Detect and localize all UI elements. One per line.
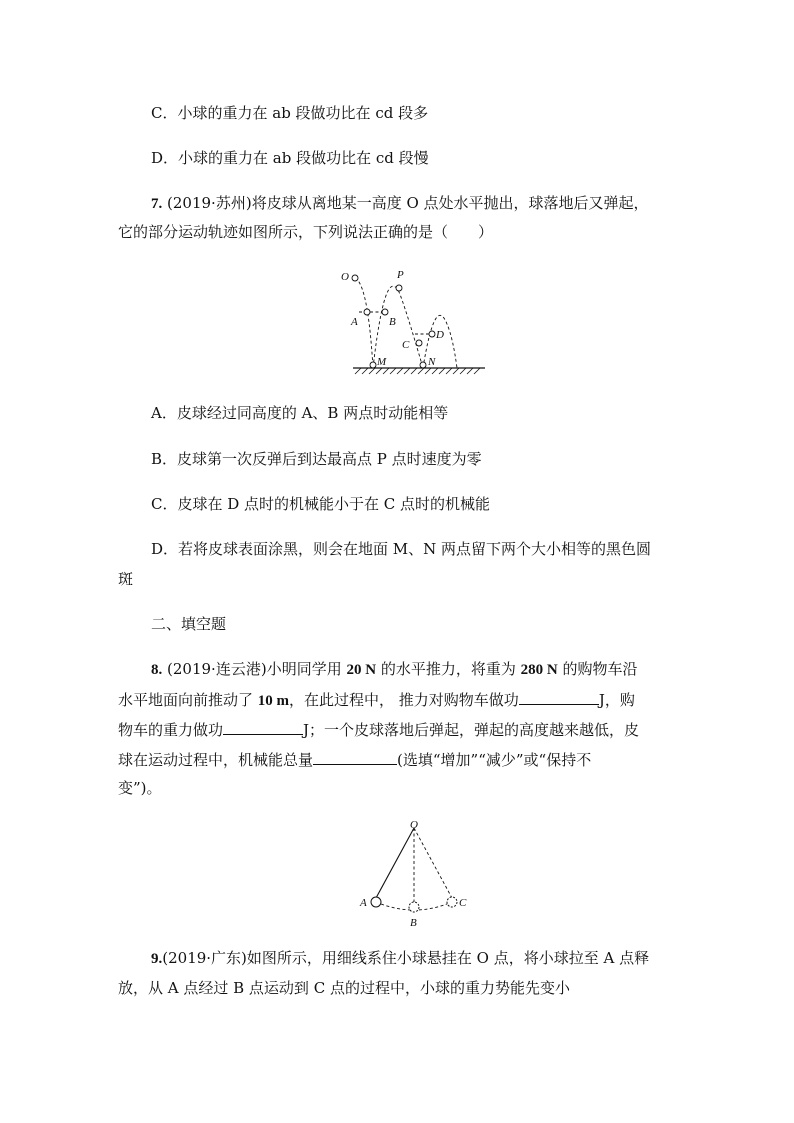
q8-text: ，在此过程中， 推力对购物车做功 xyxy=(289,691,519,709)
answer-blank-1[interactable] xyxy=(519,688,599,705)
q9-number: 9. xyxy=(151,951,163,967)
q6-option-c: C．小球的重力在 ab 段做功比在 cd 段多 xyxy=(151,104,429,122)
q9-line1 xyxy=(151,948,649,969)
q6-option-d: D．小球的重力在 ab 段做功比在 cd 段慢 xyxy=(151,149,429,167)
section-title: 二、填空题 xyxy=(151,615,227,633)
q7-stem-text: 将皮球从离地某一高度 O 点处水平抛出，球落地后又弹起， xyxy=(251,194,649,212)
q9-pendulum-figure xyxy=(355,818,475,930)
q8-text: J；一个皮球落地后弹起，弹起的高度越来越低，皮 xyxy=(303,721,640,739)
q8-value: 20 N xyxy=(346,662,377,678)
q7-option-d-line1: D．若将皮球表面涂黑，则会在地面 M、N 两点留下两个大小相等的黑色圆 xyxy=(151,540,652,558)
q8-text: 水平地面向前推动了 xyxy=(118,691,258,709)
q7-source: (2019·苏州) xyxy=(167,194,252,212)
q8-line3 xyxy=(118,718,639,740)
figure9-label-c: C xyxy=(459,897,467,909)
figure7-label-o: O xyxy=(341,271,349,283)
q8-number: 8. xyxy=(151,662,163,678)
figure7-label-n: N xyxy=(428,356,436,368)
q7-number: 7. xyxy=(151,196,163,212)
q8-value: 280 N xyxy=(520,662,558,678)
figure7-label-a: A xyxy=(351,316,358,328)
figure7-label-m: M xyxy=(377,356,387,368)
q8-line1 xyxy=(151,659,637,680)
q7-option-b: B．皮球第一次反弹后到达最高点 P 点时速度为零 xyxy=(151,450,482,468)
q7-stem-line2: 它的部分运动轨迹如图所示，下列说法正确的是（ ） xyxy=(118,223,494,241)
answer-blank-2[interactable] xyxy=(223,718,303,735)
figure9-label-o: O xyxy=(410,819,418,831)
q8-text: 球在运动过程中，机械能总量 xyxy=(118,751,314,769)
q8-text: 的购物车沿 xyxy=(557,660,638,678)
q8-text: (选填“增加”“减少”或“保持不 xyxy=(397,751,592,769)
figure7-label-c: C xyxy=(402,339,410,351)
q7-option-d-line2: 斑 xyxy=(118,570,134,588)
q7-stem-line1 xyxy=(151,193,649,214)
figure9-label-b: B xyxy=(410,917,417,929)
q8-value: 10 m xyxy=(257,693,290,709)
q8-source: (2019·连云港) xyxy=(167,660,267,678)
q8-text: 的水平推力，将重为 xyxy=(376,660,521,678)
q8-text: J，购 xyxy=(598,691,635,709)
q7-bounce-figure xyxy=(335,264,495,378)
answer-blank-3[interactable] xyxy=(313,748,397,765)
q9-line2: 放，从 A 点经过 B 点运动到 C 点的过程中，小球的重力势能先变小 xyxy=(118,979,570,997)
figure7-label-b: B xyxy=(389,316,396,328)
q8-text: 小明同学用 xyxy=(266,660,347,678)
q9-source: (2019·广东) xyxy=(162,949,247,967)
q8-line5: 变”)。 xyxy=(118,779,162,797)
q8-line4 xyxy=(118,748,591,770)
q7-option-a: A．皮球经过同高度的 A、B 两点时动能相等 xyxy=(151,404,449,422)
q9-text: 如图所示，用细线系住小球悬挂在 O 点，将小球拉至 A 点释 xyxy=(246,949,650,967)
q8-line2 xyxy=(118,688,635,711)
q7-option-c: C．皮球在 D 点时的机械能小于在 C 点时的机械能 xyxy=(151,495,491,513)
figure9-label-a: A xyxy=(360,897,367,909)
q8-text: 物车的重力做功 xyxy=(118,721,224,739)
figure7-label-d: D xyxy=(436,329,444,341)
figure7-label-p: P xyxy=(397,269,404,281)
